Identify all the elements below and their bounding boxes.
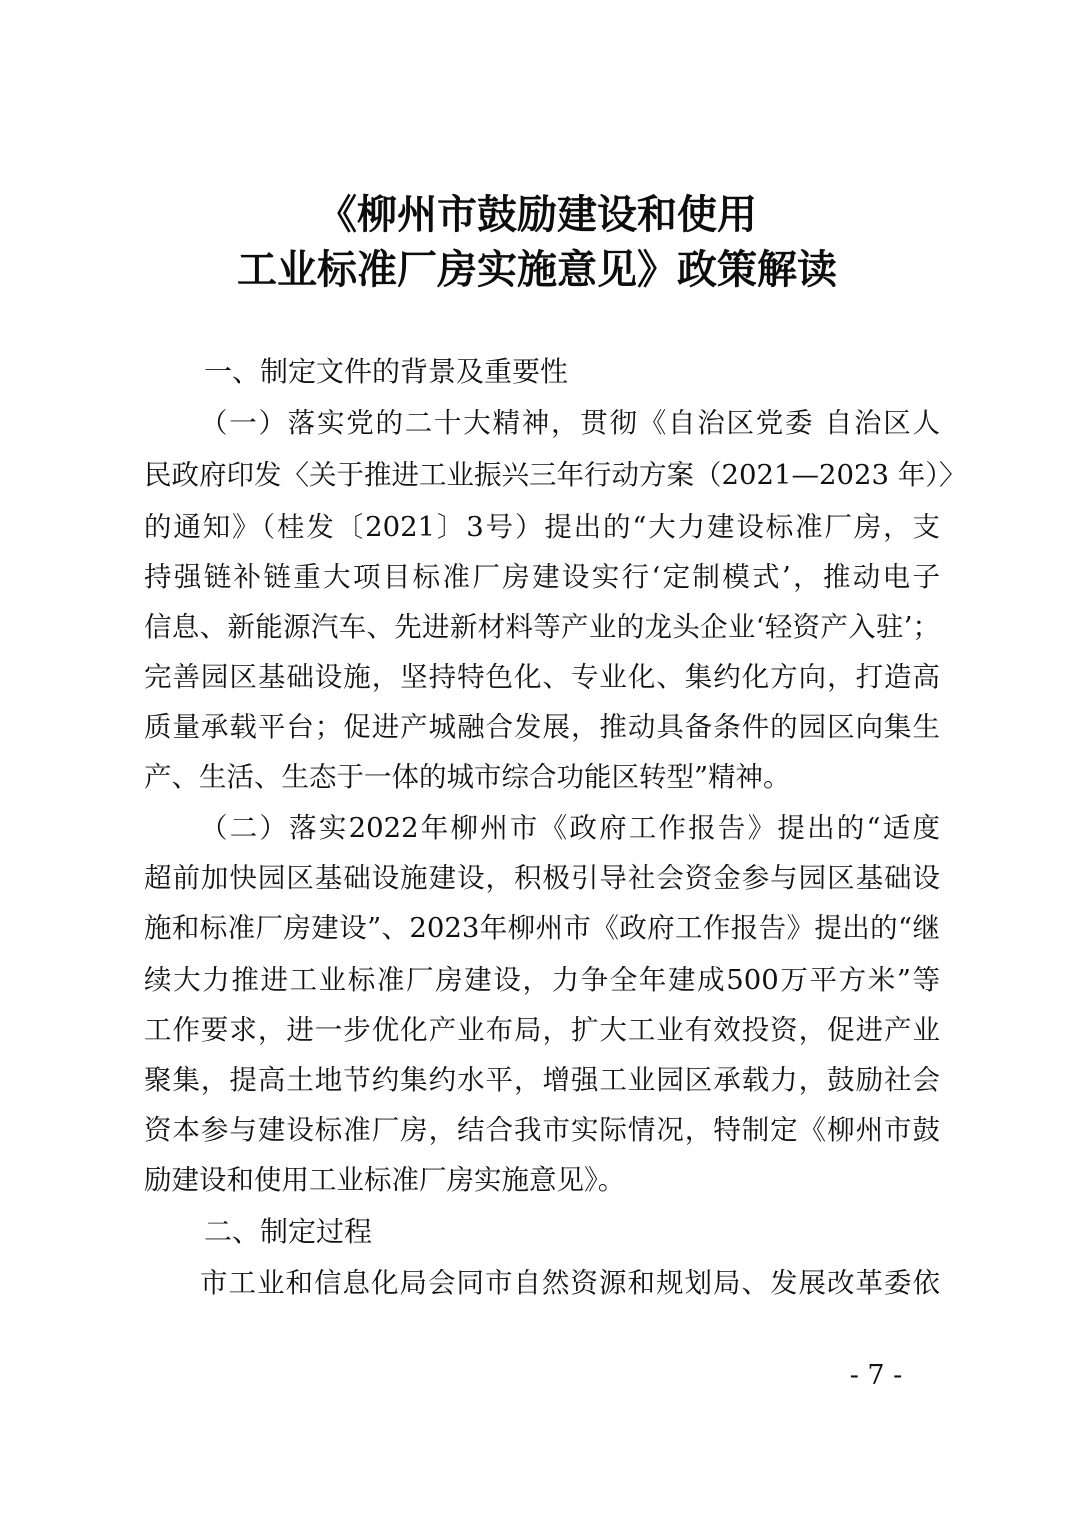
section-heading-process: 二、制定过程 bbox=[204, 1215, 373, 1248]
paragraph-line: 信息、新能源汽车、先进新材料等产业的龙头企业‘轻资产入驻’； bbox=[144, 611, 940, 643]
paragraph-line: 超前加快园区基础设施建设，积极引导社会资金参与园区基础设 bbox=[144, 862, 940, 894]
document-title-line-2: 工业标准厂房实施意见》政策解读 bbox=[237, 246, 837, 293]
paragraph-line: 质量承载平台；促进产城融合发展，推动具备条件的园区向集生 bbox=[144, 711, 940, 743]
paragraph-line: 资本参与建设标准厂房，结合我市实际情况，特制定《柳州市鼓 bbox=[144, 1114, 940, 1146]
paragraph-line: （一）落实党的二十大精神，贯彻《自治区党委 自治区人 bbox=[200, 407, 940, 439]
paragraph-line: 工作要求，进一步优化产业布局，扩大工业有效投资，促进产业 bbox=[144, 1014, 940, 1046]
paragraph-line: 持强链补链重大项目标准厂房建设实行‘定制模式’，推动电子 bbox=[144, 561, 940, 593]
document-title-line-1: 《柳州市鼓励建设和使用 bbox=[317, 191, 757, 238]
paragraph-line: 施和标准厂房建设”、2023年柳州市《政府工作报告》提出的“继 bbox=[144, 912, 940, 944]
paragraph-line: 续大力推进工业标准厂房建设，力争全年建成500万平方米”等 bbox=[144, 964, 940, 996]
paragraph-line: （二）落实2022年柳州市《政府工作报告》提出的“适度 bbox=[200, 812, 940, 844]
section-heading-background: 一、制定文件的背景及重要性 bbox=[204, 355, 569, 388]
paragraph-line: 市工业和信息化局会同市自然资源和规划局、发展改革委依 bbox=[200, 1267, 940, 1299]
paragraph-line: 民政府印发〈关于推进工业振兴三年行动方案（2021—2023 年）〉 bbox=[144, 459, 967, 491]
paragraph-line: 励建设和使用工业标准厂房实施意见》。 bbox=[144, 1164, 626, 1196]
paragraph-line: 的通知》（桂发〔2021〕3号）提出的“大力建设标准厂房，支 bbox=[144, 511, 940, 543]
paragraph-line: 产、生活、生态于一体的城市综合功能区转型”精神。 bbox=[144, 761, 791, 793]
page-number: - 7 - bbox=[849, 1360, 903, 1391]
paragraph-line: 完善园区基础设施，坚持特色化、专业化、集约化方向，打造高 bbox=[144, 661, 940, 693]
paragraph-line: 聚集，提高土地节约集约水平，增强工业园区承载力，鼓励社会 bbox=[144, 1064, 940, 1096]
